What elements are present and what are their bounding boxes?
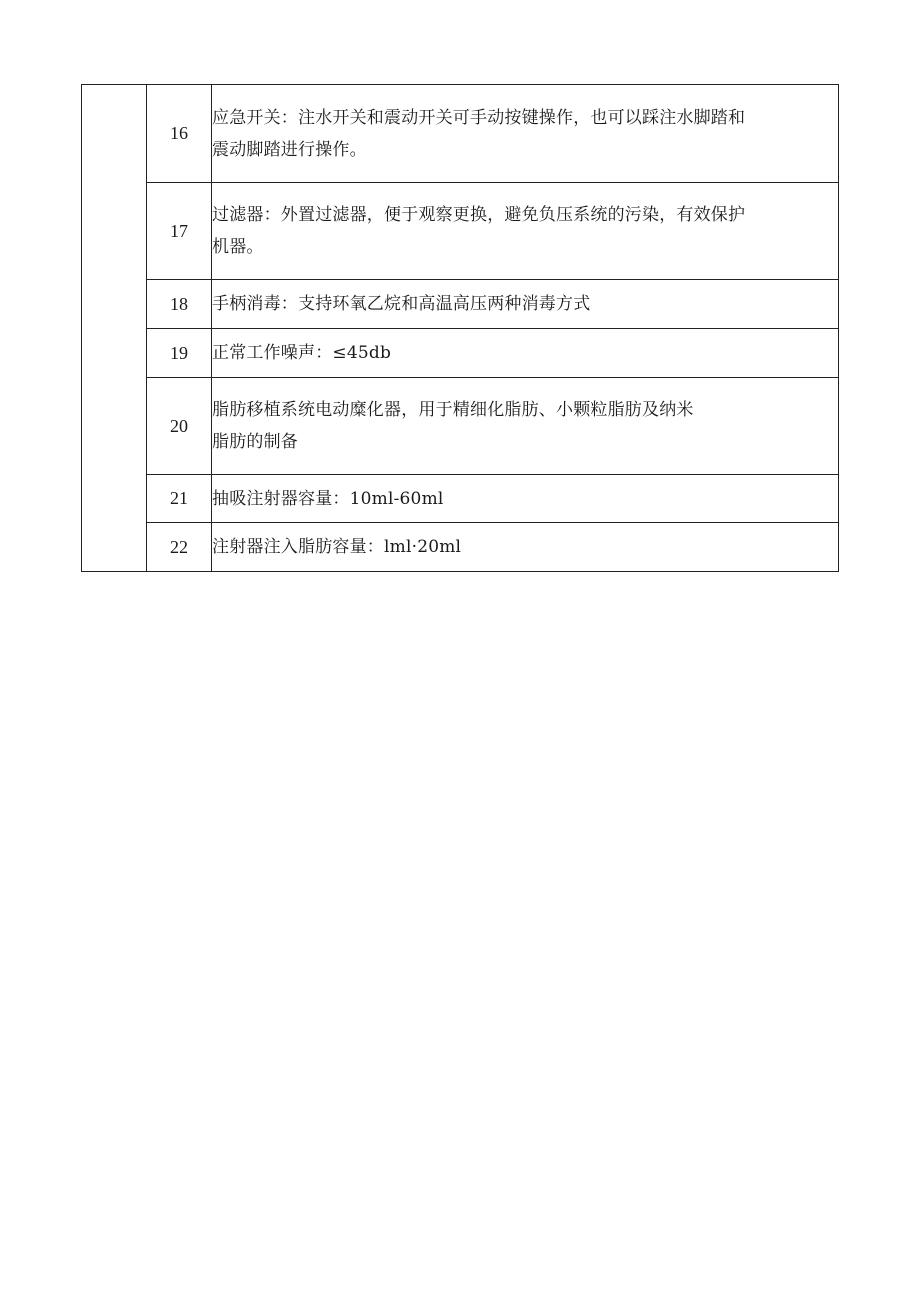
item-number: 18 bbox=[147, 280, 212, 329]
spec-table bbox=[81, 84, 839, 572]
item-description bbox=[212, 475, 839, 523]
item-description bbox=[212, 329, 839, 378]
item-description bbox=[212, 85, 839, 183]
table-row bbox=[82, 85, 839, 183]
item-number: 22 bbox=[147, 523, 212, 572]
item-description bbox=[212, 523, 839, 572]
item-number: 20 bbox=[147, 378, 212, 475]
description-line: 脂肪的制备 bbox=[212, 432, 298, 452]
item-description bbox=[212, 183, 839, 280]
description-line: 应急开关：注水开关和震动开关可手动按键操作，也可以踩注水脚踏和 bbox=[212, 107, 746, 128]
description-line: 脂肪移植系统电动糜化器，用于精细化脂肪、小颗粒脂肪及纳米 bbox=[212, 400, 694, 420]
description-line: 正常工作噪声：≤45db bbox=[212, 343, 392, 363]
table-row bbox=[82, 475, 839, 523]
table-row bbox=[82, 378, 839, 475]
item-number: 17 bbox=[147, 183, 212, 280]
item-number: 21 bbox=[147, 475, 212, 523]
item-number: 16 bbox=[147, 85, 212, 183]
table-row bbox=[82, 183, 839, 280]
item-description bbox=[212, 378, 839, 475]
table-row bbox=[82, 523, 839, 572]
item-description bbox=[212, 280, 839, 329]
description-line: 注射器注入脂肪容量：lml·20ml bbox=[212, 537, 462, 557]
description-line: 震动脚踏进行操作。 bbox=[212, 139, 367, 160]
group-cell bbox=[82, 85, 147, 572]
item-number: 19 bbox=[147, 329, 212, 378]
description-line: 过滤器：外置过滤器，便于观察更换，避免负压系统的污染，有效保护 bbox=[212, 205, 746, 225]
description-line: 抽吸注射器容量：10ml-60ml bbox=[212, 488, 444, 509]
table-row bbox=[82, 280, 839, 329]
description-line: 手柄消毒：支持环氧乙烷和高温高压两种消毒方式 bbox=[212, 294, 591, 314]
table-row bbox=[82, 329, 839, 378]
description-line: 机器。 bbox=[212, 237, 264, 257]
